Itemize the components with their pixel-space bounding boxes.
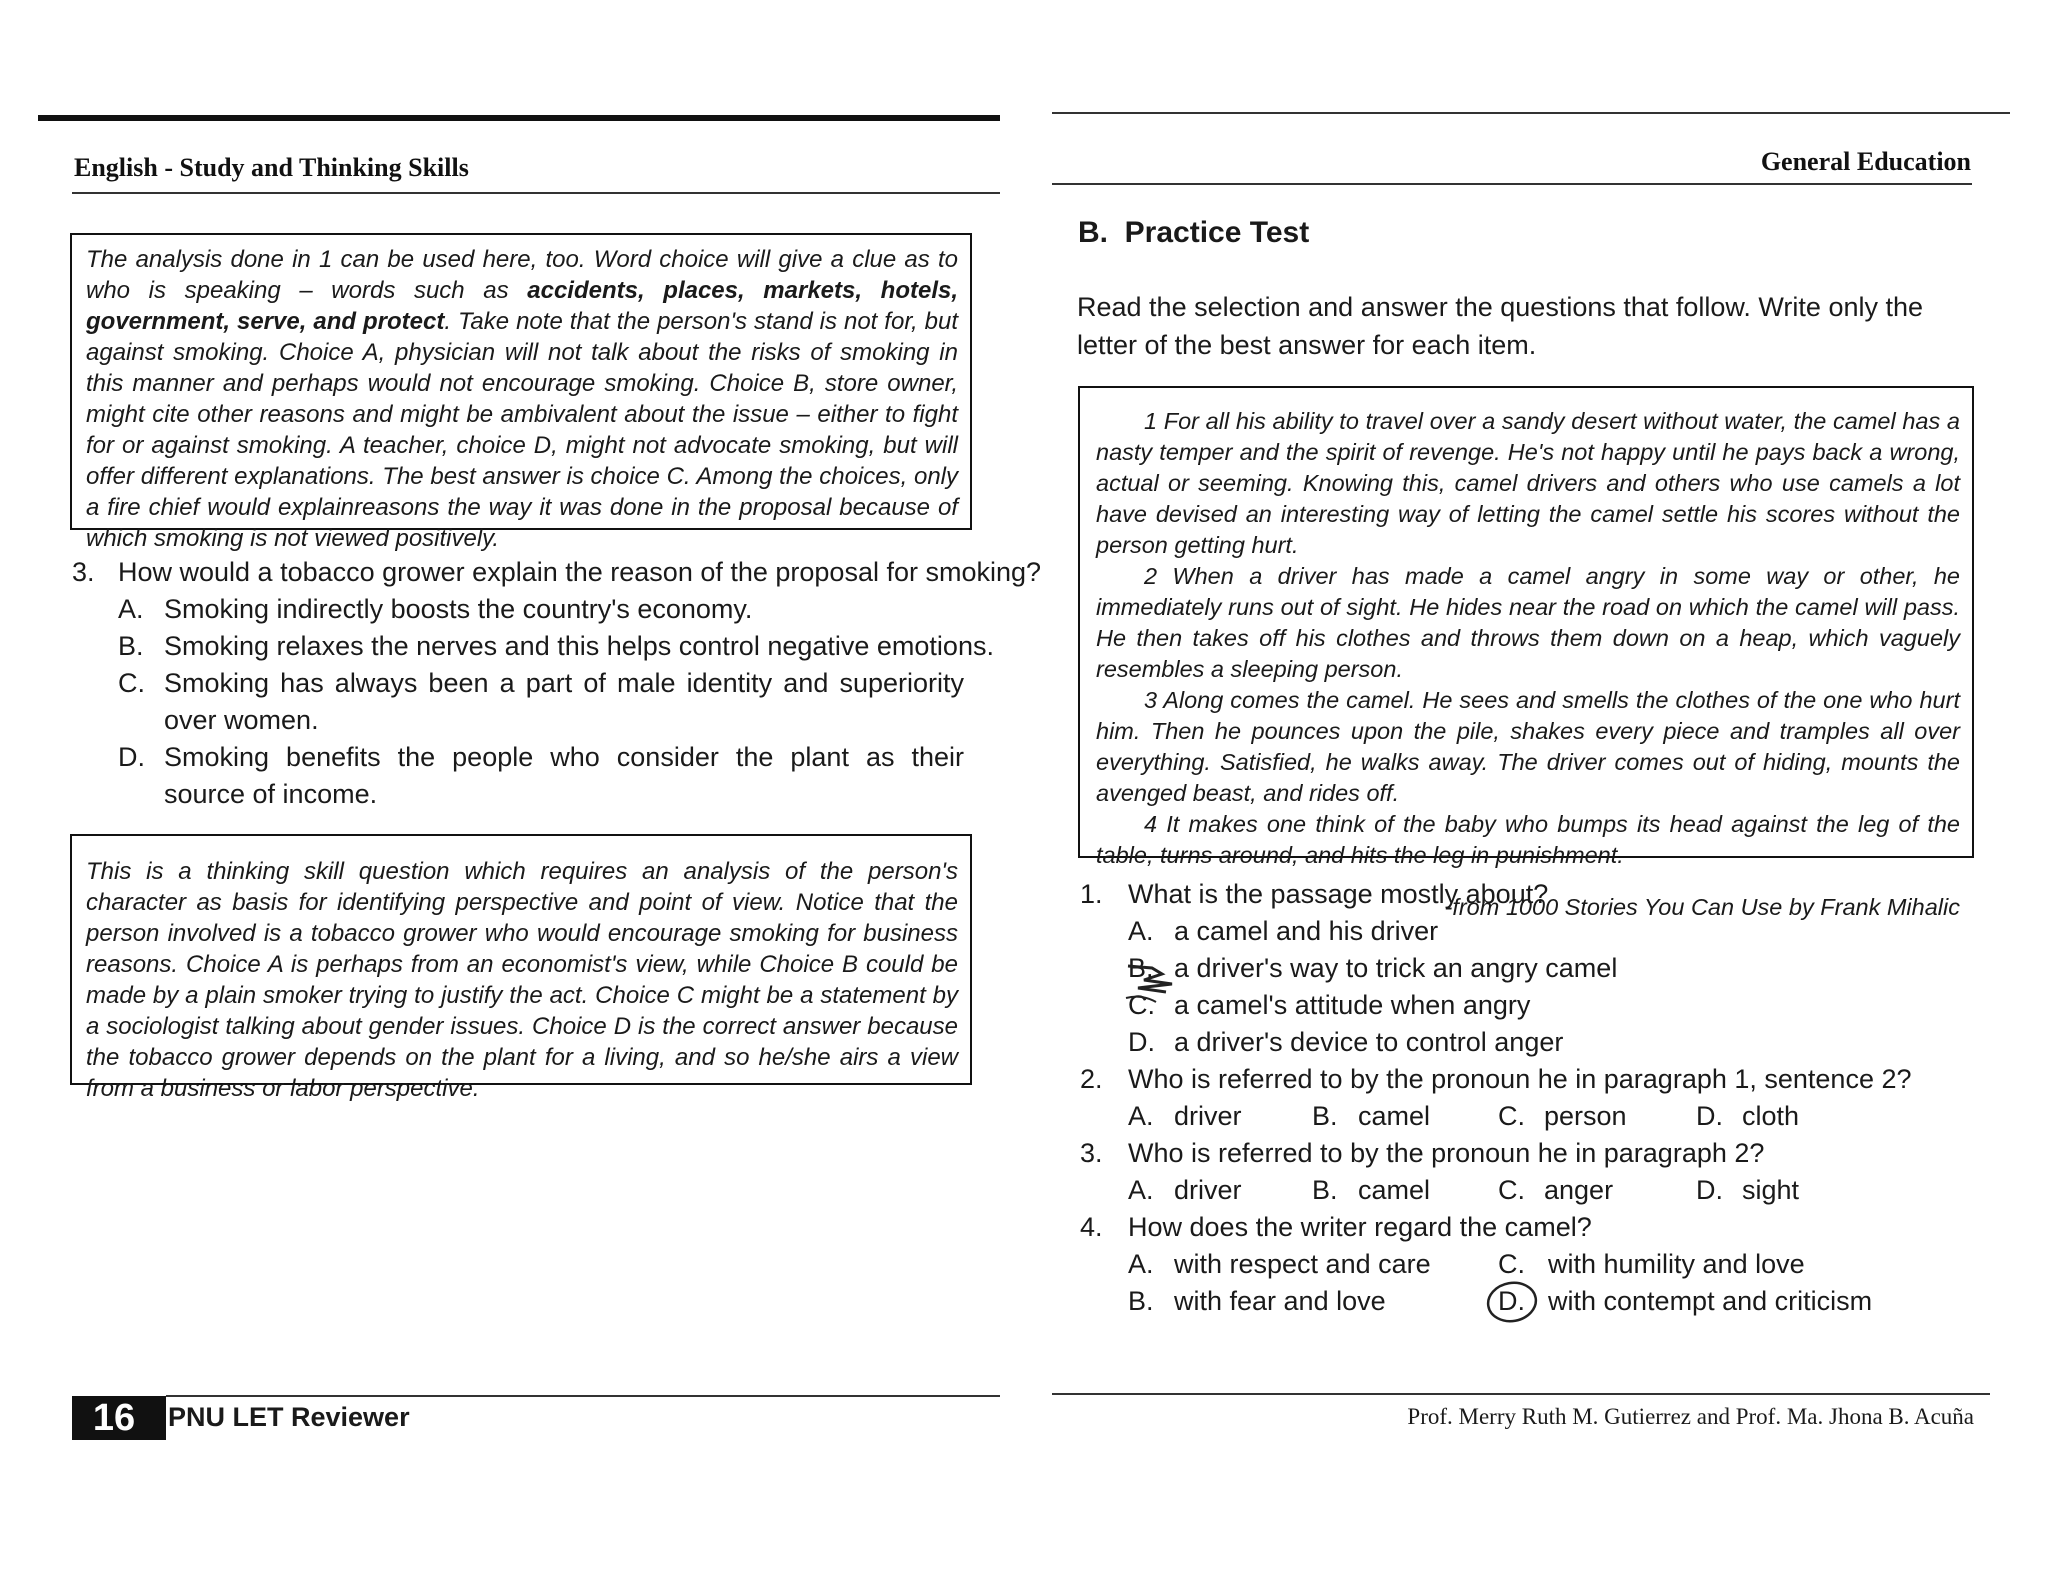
question-stem: How does the writer regard the camel? (1128, 1212, 1592, 1242)
option-text: a camel and his driver (1174, 916, 1439, 946)
option-text: with fear and love (1174, 1286, 1386, 1316)
question-stem: Who is referred to by the pronoun he in paragraph 2? (1128, 1138, 1765, 1168)
option-text: Smoking benefits the people who consider the plant as their source of income. (164, 742, 964, 809)
option-letter: C. (118, 668, 145, 698)
page-number-badge: 16 (72, 1396, 156, 1440)
question-number: 1. (1080, 879, 1103, 909)
explanation-2-text: This is a thinking skill question which requires an analysis of the person's character as basis for identifying perspective and point of view. Notice that the person involved is a tobacco grower who would encourage smoking for business reasons. Choice A is perhaps from an economist's view, while Choice B could be made by a plain smoker trying to justify the act. Choice C might be a statement by a sociologist talking about gender issues. Choice D is the correct answer because the tobacco grower depends on the plant for a living, and so he/she airs a view from a business or labor perspective. (86, 858, 958, 1102)
explanation-1-text-a: The analysis done in 1 can be used here, too. Word choice will give a clue as to who is speaking – words such as (86, 246, 958, 304)
option-text: with contempt and criticism (1548, 1286, 1873, 1316)
option-letter: B. (1312, 1175, 1338, 1205)
option-text: Smoking indirectly boosts the country's economy. (164, 594, 753, 624)
option-letter: C. (1498, 1101, 1525, 1131)
left-header-rule (72, 192, 1000, 194)
footer-book-title: PNU LET Reviewer (168, 1402, 410, 1432)
option-letter: B. (118, 631, 144, 661)
option-text: a camel's attitude when angry (1174, 990, 1531, 1020)
option-letter: A. (1128, 916, 1154, 946)
option-letter: D. (1696, 1175, 1723, 1205)
option-text: cloth (1742, 1101, 1800, 1131)
option-text: driver (1174, 1175, 1242, 1205)
practice-question-2 (1080, 1061, 1980, 1135)
question-number: 2. (1080, 1064, 1103, 1094)
left-running-header: English - Study and Thinking Skills (74, 153, 469, 182)
right-running-header: General Education (1760, 147, 1971, 176)
option-text: with humility and love (1548, 1249, 1805, 1279)
explanation-1-keywords: accidents, places, markets, hotels, government, serve, and protect (86, 277, 959, 335)
option-text: camel (1358, 1101, 1431, 1131)
question-stem: Who is referred to by the pronoun he in paragraph 1, sentence 2? (1128, 1064, 1912, 1094)
footer-authors: Prof. Merry Ruth M. Gutierrez and Prof. Ma. Jhona B. Acuña (1407, 1404, 1974, 1429)
passage-paragraph-1: 1 For all his ability to travel over a sandy desert without water, the camel has a nasty temper and the spirit of revenge. He's not happy until he pays back a wrong, actual or seeming. Knowing this, camel drivers and others who use camels a lot have devised an interesting way of letting the camel settle his scores without the person getting hurt. (1096, 408, 1960, 558)
practice-question-3 (1080, 1135, 1980, 1209)
explanation-box-2 (70, 834, 972, 1102)
option-letter: B. (1128, 953, 1154, 983)
pen-answer-circle (1484, 1278, 1544, 1328)
test-instructions: Read the selection and answer the questions that follow. Write only the letter of the best answer for each item. (1077, 292, 1924, 360)
question-stem: How would a tobacco grower explain the reason of the proposal for smoking? (118, 557, 1042, 587)
explanation-box-1 (70, 233, 972, 552)
option-letter: C. (1128, 990, 1155, 1020)
option-text: a driver's way to trick an angry camel (1174, 953, 1618, 983)
option-letter: C. (1498, 1175, 1525, 1205)
option-text: Smoking relaxes the nerves and this helps control negative emotions. (164, 631, 994, 661)
option-text: person (1544, 1101, 1627, 1131)
section-title: B. Practice Test (1078, 216, 1310, 249)
option-letter: A. (118, 594, 144, 624)
right-header-rule (1052, 183, 1972, 185)
passage-paragraph-4: 4 It makes one think of the baby who bumps its head against the leg of the table, turns around, and hits the leg in punishment. (1096, 811, 1960, 868)
left-footer-rule (166, 1395, 1000, 1397)
right-footer-rule (1052, 1393, 1990, 1395)
option-letter: C. (1498, 1249, 1525, 1279)
option-text: driver (1174, 1101, 1242, 1131)
option-letter: A. (1128, 1249, 1154, 1279)
option-letter: B. (1312, 1101, 1338, 1131)
left-top-rule (38, 115, 1000, 121)
option-letter: D. (118, 742, 145, 772)
option-text: Smoking has always been a part of male identity and superiority over women. (164, 668, 964, 735)
option-text: sight (1742, 1175, 1800, 1205)
option-letter: B. (1128, 1286, 1154, 1316)
pen-scribble-mark (1122, 958, 1192, 1008)
explanation-1-text-b: . Take note that the person's stand is not for, but against smoking. Choice A, physician will not talk about the risks of smoking in this manner and perhaps would not encourage smoking. Choice B, store owner, might cite other reasons and might be ambivalent about the issue – either to fight for or against smoking. A teacher, choice D, might not advocate smoking, but will offer different explanations. The best answer is choice C. Among the choices, only a fire chief would explainreasons the way it was done in the proposal because of which smoking is not viewed positively. (86, 308, 958, 552)
option-letter: D. (1498, 1286, 1525, 1316)
option-letter: A. (1128, 1101, 1154, 1131)
passage-paragraph-3: 3 Along comes the camel. He sees and smells the clothes of the one who hurt him. Then he pounces upon the pile, shakes every piece and tramples all over everything. Satisfied, he walks away. The driver comes out of hiding, mounts the avenged beast, and rides off. (1096, 687, 1960, 806)
question-stem: What is the passage mostly about? (1128, 879, 1549, 909)
passage-paragraph-2: 2 When a driver has made a camel angry in some way or other, he immediately runs out of sight. He hides near the road on which the camel will pass. He then takes off his clothes and throws them down on a heap, which vaguely resembles a sleeping person. (1096, 563, 1960, 682)
practice-question-1 (1080, 876, 1980, 1057)
option-text: anger (1544, 1175, 1614, 1205)
option-text: camel (1358, 1175, 1431, 1205)
question-number: 3. (1080, 1138, 1103, 1168)
passage-credit: -from 1000 Stories You Can Use by Frank Mihalic (1444, 894, 1960, 920)
question-number: 3. (72, 557, 95, 587)
option-letter: A. (1128, 1175, 1154, 1205)
left-question-3 (72, 554, 1042, 814)
left-footer-bar (156, 1396, 166, 1440)
option-letter: D. (1696, 1101, 1723, 1131)
option-text: with respect and care (1174, 1249, 1431, 1279)
question-number: 4. (1080, 1212, 1103, 1242)
option-letter: D. (1128, 1027, 1155, 1057)
right-top-rule (1052, 112, 2010, 114)
option-text: a driver's device to control anger (1174, 1027, 1564, 1057)
